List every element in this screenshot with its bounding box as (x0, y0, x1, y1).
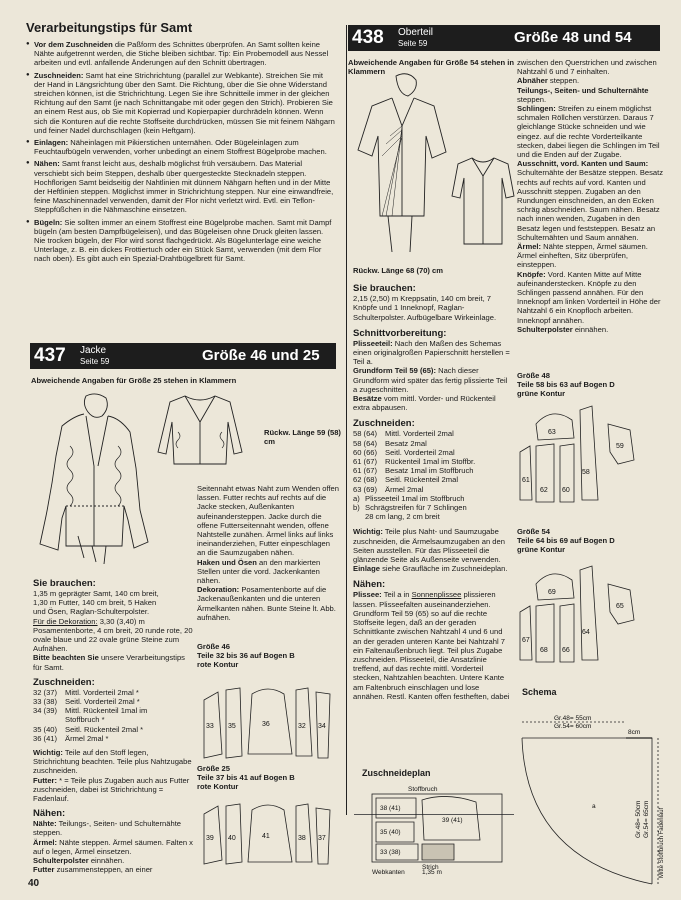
piece-label: 69 (548, 589, 556, 596)
piece-label: 36 (262, 721, 270, 728)
cut-row: 61 (67) Rückenteil 1mal im Stoffbr. (353, 457, 476, 467)
plan-selvage-label: Webkanten (372, 869, 405, 876)
schema-side-label: Gr.54= 65cm (643, 800, 650, 838)
tip-item: ● Bügeln: Sie sollten immer an einem Stoffrest eine Bügelprobe machen. Samt mit Dampf bügeln (am besten Dampfbügeleisen), und das Bügeleisen ohne Druck gleiten lassen. Nie trocken bügeln, der Flor wird sonst flachgedrückt. Als Bügelunterlage eine weiche Unterlage, z. B. ein dickes Frottiertuch oder ein Stück Samt, verwenden (mit dem Flor nach oben). Es gibt auch ein Spezial-Drahtbügelbrett für Samt. (26, 218, 336, 264)
jacket-illustration (26, 386, 156, 566)
cut-row: 36 (41) Ärmel 2mal * (33, 733, 109, 743)
schema-side-label: Gr.48= 50cm (635, 800, 642, 838)
schema-width-label: Gr.54= 60cm (554, 723, 592, 730)
piece-label: 68 (540, 647, 548, 654)
plan-fold-label: Stoffbruch (408, 786, 438, 793)
plan-piece-label: 39 (41) (442, 817, 463, 824)
schema-title: Schema (522, 687, 557, 697)
piece-label: 39 (206, 835, 214, 842)
plan-width-label: 1,35 m (422, 869, 442, 876)
piece-label: 35 (228, 723, 236, 730)
model-437-note: Abweichende Angaben für Größe 25 stehen in Klammern (31, 376, 237, 385)
cut-row: 63 (69) Ärmel 2mal (353, 484, 424, 494)
plan-piece-label: 35 (40) (380, 829, 401, 836)
cutting-plan-diagram (356, 782, 516, 876)
cut-row: 34 (39) Mittl. Rückenteil 1mal im (33, 706, 148, 716)
piece-label: 58 (582, 469, 590, 476)
blouse-technical-drawing (448, 152, 518, 252)
cut-row: 35 (40) Seitl. Rückenteil 2mal * (33, 724, 144, 734)
model-438-sizes: Größe 48 und 54 (514, 29, 632, 46)
cut-row: Stoffbruch * (65, 715, 105, 725)
model-437-name: Jacke (80, 345, 107, 356)
model-437-materials: Sie brauchen: 1,35 m geprägter Samt, 140 cm breit, 1,30 m Futter, 140 cm breit, 5 Haken und Ösen, Raglan-Schulterpolster. Für die Dekoration: 3,30 (3,40) m Posamentenborte, 4 cm breit, 20 runde rote, 20 ovale blaue und 22 ovale grüne Steine zum Aufnähen. Bitte beachten Sie unsere Verarbeitungstips für Samt. Zuschneiden: 32 (37) Mittl. Vorderteil 2mal * 33 (38) Seitl. Vorderteil 2mal * 34 (39) Mittl. Rückenteil 1mal im Stoffbruch * 35 (40) Seitl. Rückenteil 2mal * 36 (41) Ärmel 2mal * Wichtig: Teile auf den Stoff legen, Strichrichtung beachten. Teile plus Nahtzugabe zuschneiden. Futter: * = Teile plus Zugaben auch aus Futter zuschneiden, dabei ist Strichrichtung = Fadenlauf. Nähen: Nähte: Teilungs-, Seiten- und Schulternähte steppen. Ärmel: Nähte steppen. Ärmel säumen. Falten x auf o legen, Ärmel einsetzen. Schulterpolster einnähen. Futter zusammensteppen, an einer (33, 578, 193, 875)
piece-label: 60 (562, 487, 570, 494)
piece-label: 41 (262, 833, 270, 840)
piece-label: 62 (540, 487, 548, 494)
pattern-pieces-54 (514, 560, 664, 670)
model-437-number: 437 (34, 345, 66, 366)
size-54-label: Größe 54 Teile 64 bis 69 auf Bogen D grüne Kontur (517, 527, 615, 555)
size-48-label: Größe 48 Teile 58 bis 63 auf Bogen D grüne Kontur (517, 371, 615, 399)
model-438-left-text: Rückw. Länge 68 (70) cm Sie brauchen: 2,15 (2,50) m Kreppsatin, 140 cm breit, 7 Knöpfe und 1 Inneknopf, Raglan-Schulterpolster. Aufbügelbare Wirkeinlage. Schnittvorbereitung: Plisseeteil: Nach den Maßen des Schemas einen originalgroßen Papierschnitt herstellen = Teil a. Grundform Teil 59 (65): Nach dieser Grundform wird später das fertig plissierte Teil a zugeschnitten. Besätze vom mittl. Vorder- und Rückenteil extra abpausen. Zuschneiden: 58 (64) Mittl. Vorderteil 2mal 58 (64) Besatz 2mal 60 (66) Seitl. Vorderteil 2mal 61 (67) Rückenteil 1mal im Stoffbr. 61 (67) Besatz 1mal im Stoffbruch 62 (68) Seitl. Rückenteil 2mal 63 (69) Ärmel 2mal a) Plisseeteil 1mal im Stoffbruch b) Schrägstreifen für 7 Schlingen 28 cm lang, 2 cm breit Wichtig: Teile plus Naht- und Saumzugabe zuschneiden, die Ärmelsaumzugaben an den Seiten ausstellen. Für das Plisseeteil die glänzende Seite als Außenseite verwenden. Einlage siehe Graufläche im Zuschneideplan. Nähen: Plissee: Teil a in Sonnenplissee plissieren lassen. Plisseefalten auseinanderziehen. Grundform Teil 59 (65) so auf die rechte Stoffseite legen, daß an der geraden Schnittkante zwischen Nahtzahl 4 und 6 und an der geraden unteren Kante bei Nahtzahl 7 ein Faltenaußenbruch liegt. Teil plus Zugabe zuschneiden. Plisseeteil, die Ansatzlinie treffend, auf das rechte mittl. Vorderteil stecken, Nahtzahlen beachten. Untere Kante am Faltenbruch einschlagen und lose annähen. Restl. Kanten offen festheften, dabei (353, 266, 510, 701)
plan-piece-label: 38 (41) (380, 805, 401, 812)
model-438-number: 438 (352, 27, 384, 48)
schema-top-label: 8cm (628, 729, 641, 736)
column-divider (346, 25, 347, 815)
tip-item: ● Vor dem Zuschneiden die Paßform des Schnittes überprüfen. An Samt sollten keine Nähte aufgetrennt werden, die Stiche bleiben sichtbar. Tip: Ein Probemodell aus Nessel arbeiten und evtl. anfallende Änderungen auf den Schnitt übertragen. (26, 40, 336, 68)
model-438-name: Oberteil (398, 27, 434, 38)
cut-row: 62 (68) Seitl. Rückenteil 2mal (353, 475, 459, 485)
piece-label: 38 (298, 835, 306, 842)
pleat-schema-diagram (516, 708, 666, 888)
cutting-plan-title: Zuschneideplan (362, 768, 431, 778)
velvet-tips-title: Verarbeitungstips für Samt (26, 20, 193, 35)
plan-piece-label: 33 (38) (380, 849, 401, 856)
tip-item: ● Zuschneiden: Samt hat eine Strichrichtung (parallel zur Webkante). Streichen Sie mit der Hand in Längsrichtung über den Samt. Die Richtung, über die Sie ohne Widerstand streichen können, ist die Strichrichtung. Legen Sie ihre Schnitteile immer in der gleichen Richtung auf den Samt (je nach Schnittangabe mit oder gegen den Strich). Probieren Sie an einem Rest aus, ob Sie mit Kopierrad und Kopierpapier durchrädeln können. Wenn sich die Konturen auf die rechte Stoffseite durchdrücken, müssen Sie mit feinem Nähgarn und feiner Nadel durchschlagen (kein Heftgarn). (26, 71, 336, 135)
model-438-header (348, 25, 660, 51)
piece-label: 61 (522, 477, 530, 484)
model-438-page: Seite 59 (398, 39, 428, 48)
piece-label: 40 (228, 835, 236, 842)
schema-center-label: Mitte Stoffbruch Fadenlauf (659, 807, 665, 878)
model-438-length: Rückw. Länge 68 (70) cm (353, 266, 444, 275)
piece-label: 65 (616, 603, 624, 610)
size-46-label: Größe 46 Teile 32 bis 36 auf Bogen B rote Kontur (197, 642, 295, 670)
pattern-pieces-25 (196, 800, 346, 870)
page-number: 40 (28, 878, 40, 889)
tip-item: ● Einlagen: Näheinlagen mit Pikierstichen unternähen. Oder Bügeleinlagen zum Feuchtaufbügeln verwenden, vorher unbedingt an einem Stoffrest Bügelprobe machen. (26, 138, 336, 156)
piece-label: 33 (206, 723, 214, 730)
model-437-length: Rückw. Länge 59 (58) cm (264, 428, 341, 447)
piece-label: 67 (522, 637, 530, 644)
model-438-right-text: zwischen den Querstrichen und zwischen Nahtzahl 6 und 7 einhalten. Abnäher steppen. Teilungs-, Seiten- und Schulternähte steppen. Schlingen: Streifen zu einem möglichst schmalen Röllchen verstürzen. Daraus 7 gleichlange Stücke schneiden und wie eingez. auf die rechte Vorderteilkante stecken, dabei liegen die Schlingen im Teil und die Enden auf der Zugabe. Ausschnitt, vord. Kanten und Saum: Schulternähte der Besätze steppen. Besatz rechts auf rechts auf vord. Kanten und Ausschnitt steppen. Zugaben an den Rundungen einschneiden, an den Ecken schräg abschneiden. Saum nähen. Besatz nach innen wenden, Zugaben in den Besatz legen und feststeppen. Besatz an Schulternähten und Saum annähen. Ärmel: Nähte steppen, Ärmel säumen. Ärmel einheften, Sitz überprüfen, einsteppen. Knöpfe: Vord. Kanten Mitte auf Mitte aufeinanderstecken. Knöpfe zu den Schlingen passend annähen. Für den Inneknopf am linken Vorderteil in Höhe der Nahtzahl 6 ein Knopfloch arbeiten. Inneknopf annähen. Schulterpolster einnähen. (517, 58, 664, 334)
model-437-page: Seite 59 (80, 357, 110, 366)
cut-row: 58 (64) Mittl. Vorderteil 2mal (353, 429, 454, 439)
piece-label: 37 (318, 835, 326, 842)
piece-label: 63 (548, 429, 556, 436)
blouse-illustration (352, 66, 452, 256)
plan-nap-label: Strich (422, 864, 439, 871)
tip-item: ● Nähen: Samt franst leicht aus, deshalb möglichst früh versäubern. Das Material verschiebt sich beim Steppen, deshalb über quergesteckte Stecknadeln steppen. Hochflorigen Samt beidseitig der Nahtlinien mit dünnem Nähgarn heften und in der Mitte der Heftlinien steppen. Möglichst immer in Strichrichtung steppen. Nur eine einwandfreie, feine Maschinennadel verwenden, damit der Flor nicht verletzt wird. Evtl. ein Teflon-Steppfüßchen in die Nähmaschine einsetzen. (26, 159, 336, 214)
cut-row: 33 (38) Seitl. Vorderteil 2mal * (33, 697, 140, 707)
cut-row: 32 (37) Mittl. Vorderteil 2mal * (33, 687, 139, 697)
cut-row: 58 (64) Besatz 2mal (353, 438, 427, 448)
schema-width-label: Gr.48= 55cm (554, 715, 592, 722)
model-437-header (30, 343, 336, 369)
cut-row: b) Schrägstreifen für 7 Schlingen (353, 503, 467, 513)
cut-row: 61 (67) Besatz 1mal im Stoffbruch (353, 466, 474, 476)
piece-label: 64 (582, 629, 590, 636)
jacket-technical-drawing (150, 392, 250, 472)
piece-label: 34 (318, 723, 326, 730)
cut-row: a) Plisseeteil 1mal im Stoffbruch (353, 493, 465, 503)
cut-row: 60 (66) Seitl. Vorderteil 2mal (353, 447, 455, 457)
piece-label: 66 (562, 647, 570, 654)
cut-row: 28 cm lang, 2 cm breit (365, 512, 440, 522)
model-437-sizes: Größe 46 und 25 (202, 347, 320, 364)
model-437-sewing-cont: Seitennaht etwas Naht zum Wenden offen lassen. Futter rechts auf rechts auf die Jacke stecken, Außenkanten aufeinandersteppen. Jacke durch die offene Futterseitennaht wenden, offene Nahtstelle zunähen. Ärmel links auf links ineinanderziehen, Futter einpeschlagen an die Saumzugaben nähen. Haken und Ösen an den markierten Stellen unter die vord. Jackenkanten nähen. Dekoration: Posamentenborte auf die Jackenaußenkanten und die unteren Ärmelkanten nähen. Bunte Steine lt. Abb. aufnähen. (197, 484, 339, 622)
pattern-pieces-46 (196, 684, 346, 764)
piece-label: 59 (616, 443, 624, 450)
model-438-note: Abweichende Angaben für Größe 54 stehen in Klammern (348, 58, 514, 77)
size-25-label: Größe 25 Teile 37 bis 41 auf Bogen B rote Kontur (197, 764, 295, 792)
piece-label: 32 (298, 723, 306, 730)
pattern-pieces-48 (514, 400, 664, 510)
schema-piece-label: a (592, 803, 596, 810)
velvet-tips-section (26, 20, 336, 267)
